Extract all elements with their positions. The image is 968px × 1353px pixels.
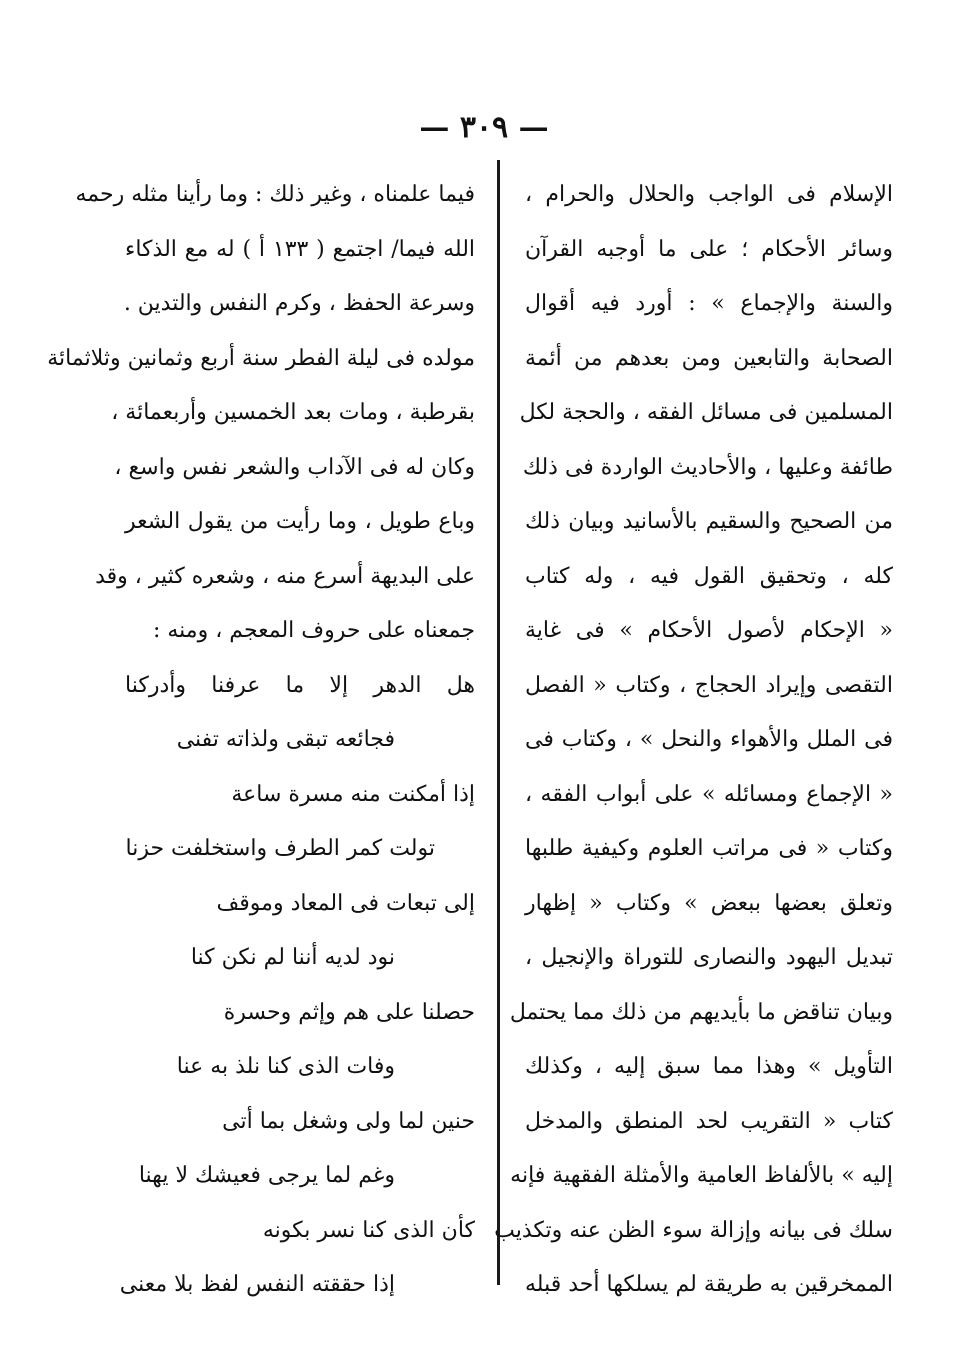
text-line: وسائر الأحكام ؛ على ما أوجبه القرآن: [525, 236, 893, 262]
text-line: كتاب « التقريب لحد المنطق والمدخل: [525, 1108, 893, 1134]
text-line: كله ، وتحقيق القول فيه ، وله كتاب: [525, 563, 893, 589]
text-line: الصحابة والتابعين ومن بعدهم من أئمة: [525, 345, 893, 371]
text-line: وبيان تناقض ما بأيديهم من ذلك مما يحتمل: [509, 999, 893, 1025]
text-line: مولده فى ليلة الفطر سنة أربع وثمانين وثلاثمائة: [47, 345, 475, 371]
verse-line: تولت كمر الطرف واستخلفت حزنا: [125, 836, 435, 861]
text-line: المسلمين فى مسائل الفقه ، والحجة لكل: [519, 400, 893, 425]
text-line: جمعناه على حروف المعجم ، ومنه :: [152, 618, 475, 643]
verse-line: كأن الذى كنا نسر بكونه: [262, 1217, 475, 1243]
text-line: الله فيما/ اجتمع ( ١٣٣ أ ) له مع الذكاء: [125, 236, 476, 262]
verse-line: حصلنا على هم وإثم وحسرة: [223, 999, 475, 1025]
text-line: بقرطبة ، ومات بعد الخمسين وأربعمائة ،: [111, 400, 475, 425]
text-line: الإسلام فى الواجب والحلال والحرام ،: [525, 182, 893, 207]
text-line: وكان له فى الآداب والشعر نفس واسع ،: [114, 454, 475, 480]
text-line: التقصى وإيراد الحجاج ، وكتاب « الفصل: [525, 672, 893, 698]
text-line: والسنة والإجماع » : أورد فيه أقوال: [525, 291, 893, 316]
text-line: وكتاب « فى مراتب العلوم وكيفية طلبها: [525, 836, 893, 861]
column-divider: [497, 160, 500, 1285]
text-line: تبديل اليهود والنصارى للتوراة والإنجيل ،: [525, 945, 893, 970]
verse-line: إذا أمكنت منه مسرة ساعة: [231, 781, 475, 807]
verse-line: نود لديه أننا لم نكن كنا: [190, 945, 395, 970]
text-line: الممخرقين به طريقة لم يسلكها أحد قبله: [525, 1272, 893, 1297]
right-column: [494, 168, 893, 1313]
text-line: فى الملل والأهواء والنحل » ، وكتاب فى: [525, 727, 893, 752]
text-line: على البديهة أسرع منه ، وشعره كثير ، وقد: [95, 563, 475, 589]
left-column: [47, 168, 476, 1313]
verse-line: إلى تبعات فى المعاد وموقف: [216, 890, 475, 916]
text-line: إليه » بالألفاظ العامية والأمثلة الفقهية فإنه: [510, 1163, 893, 1188]
text-line: وتعلق بعضها ببعض » وكتاب « إظهار: [525, 890, 893, 916]
text-line: وسرعة الحفظ ، وكرم النفس والتدين .: [123, 291, 475, 316]
page-number: — ٣٠٩ —: [419, 110, 549, 145]
text-line: التأويل » وهذا مما سبق إليه ، وكذلك: [525, 1054, 893, 1079]
text-line: وباع طويل ، وما رأيت من يقول الشعر: [125, 509, 475, 534]
verse-line: إذا حققته النفس لفظ بلا معنى: [119, 1272, 395, 1297]
verse-line: هل الدهر إلا ما عرفنا وأدركنا: [125, 672, 475, 698]
text-line: فيما علمناه ، وغير ذلك : وما رأينا مثله رحمه: [75, 182, 475, 207]
verse-line: فجائعه تبقى ولذاته تفنى: [176, 727, 395, 752]
text-line: « الإجماع ومسائله » على أبواب الفقه ،: [525, 781, 893, 807]
text-line: « الإحكام لأصول الأحكام » فى غاية: [525, 618, 893, 643]
text-line: من الصحيح والسقيم بالأسانيد وبيان ذلك: [525, 509, 893, 534]
text-line: طائفة وعليها ، والأحاديث الواردة فى ذلك: [522, 454, 893, 480]
verse-line: وفات الذى كنا نلذ به عنا: [176, 1054, 395, 1079]
verse-line: حنين لما ولى وشغل بما أتى: [222, 1108, 475, 1134]
verse-line: وغم لما يرجى فعيشك لا يهنا: [138, 1163, 395, 1188]
text-line: سلك فى بيانه وإزالة سوء الظن عنه وتكذيب: [494, 1217, 893, 1243]
